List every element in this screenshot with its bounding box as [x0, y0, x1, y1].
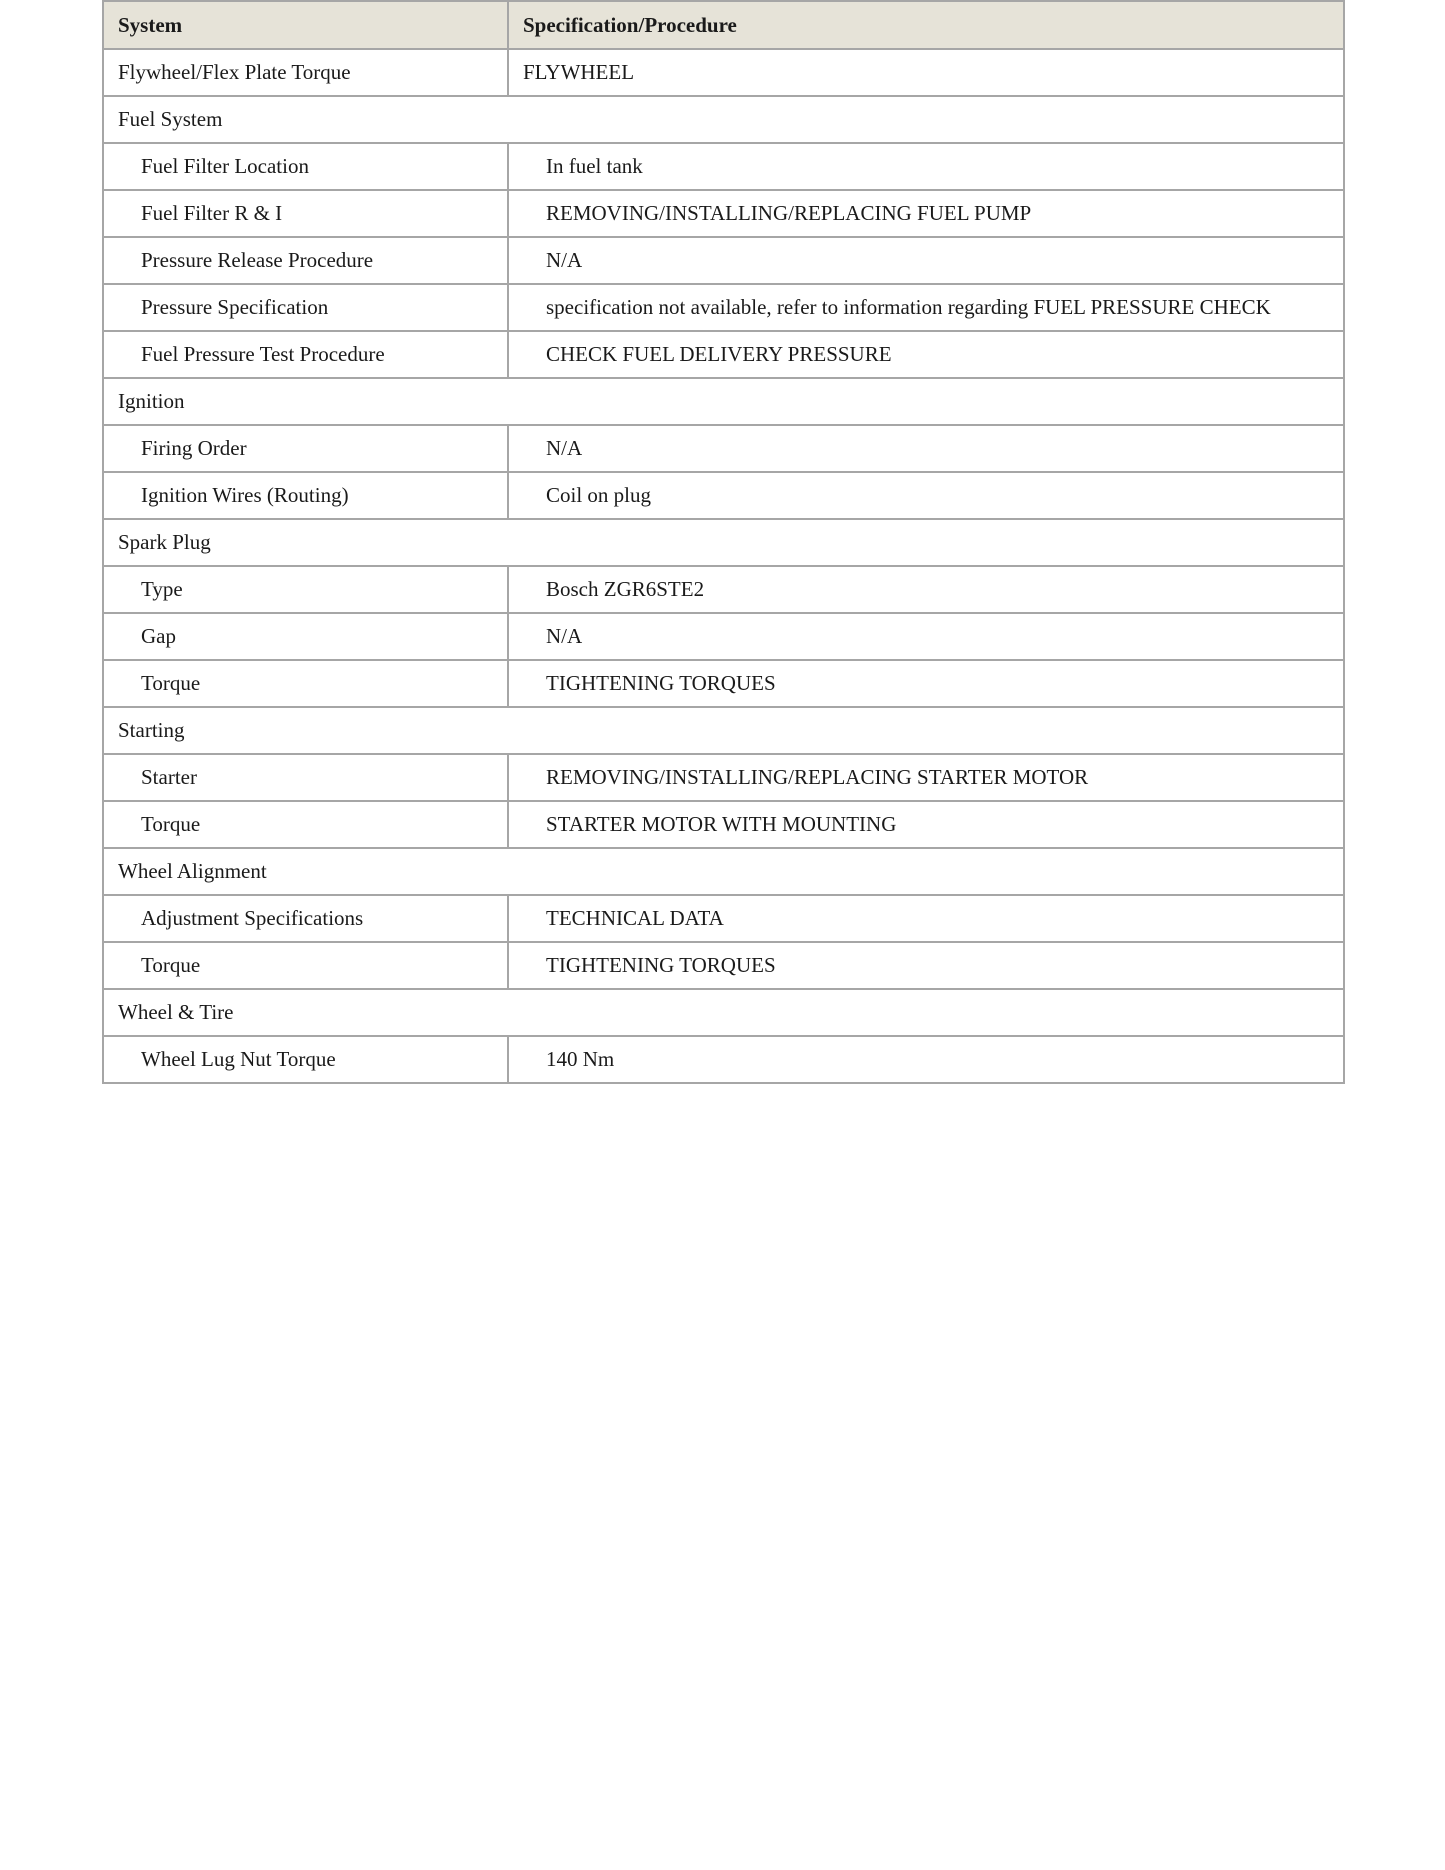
section-label: Wheel Alignment [103, 848, 1344, 895]
section-label: Ignition [103, 378, 1344, 425]
table-row [103, 49, 1344, 96]
table-row [103, 237, 1344, 284]
row-system-label: Pressure Release Procedure [103, 237, 508, 284]
header-spec: Specification/Procedure [508, 1, 1344, 49]
section-row [103, 378, 1344, 425]
section-row [103, 848, 1344, 895]
section-row [103, 96, 1344, 143]
row-spec-value: REMOVING/INSTALLING/REPLACING FUEL PUMP [508, 190, 1344, 237]
row-spec-value: CHECK FUEL DELIVERY PRESSURE [508, 331, 1344, 378]
section-row [103, 519, 1344, 566]
row-system-label: Type [103, 566, 508, 613]
row-spec-value: Bosch ZGR6STE2 [508, 566, 1344, 613]
section-label: Wheel & Tire [103, 989, 1344, 1036]
row-spec-value: 140 Nm [508, 1036, 1344, 1083]
row-spec-value: TIGHTENING TORQUES [508, 660, 1344, 707]
table-row [103, 754, 1344, 801]
table-row [103, 190, 1344, 237]
row-system-label: Torque [103, 660, 508, 707]
table-row [103, 1036, 1344, 1083]
section-label: Starting [103, 707, 1344, 754]
row-system-label: Adjustment Specifications [103, 895, 508, 942]
table-body [103, 49, 1344, 1083]
section-row [103, 989, 1344, 1036]
table-row [103, 331, 1344, 378]
row-system-label: Torque [103, 942, 508, 989]
row-system-label: Ignition Wires (Routing) [103, 472, 508, 519]
row-spec-value: N/A [508, 613, 1344, 660]
row-system-label: Starter [103, 754, 508, 801]
table-row [103, 143, 1344, 190]
row-system-label: Wheel Lug Nut Torque [103, 1036, 508, 1083]
row-system-label: Flywheel/Flex Plate Torque [103, 49, 508, 96]
row-spec-value: FLYWHEEL [508, 49, 1344, 96]
table-row [103, 425, 1344, 472]
row-system-label: Pressure Specification [103, 284, 508, 331]
row-system-label: Fuel Pressure Test Procedure [103, 331, 508, 378]
row-system-label: Fuel Filter R & I [103, 190, 508, 237]
row-system-label: Torque [103, 801, 508, 848]
row-system-label: Gap [103, 613, 508, 660]
row-system-label: Firing Order [103, 425, 508, 472]
table-row [103, 566, 1344, 613]
section-row [103, 707, 1344, 754]
section-label: Fuel System [103, 96, 1344, 143]
row-spec-value: In fuel tank [508, 143, 1344, 190]
table-header [103, 1, 1344, 49]
table-row [103, 660, 1344, 707]
row-spec-value: N/A [508, 425, 1344, 472]
table-row [103, 942, 1344, 989]
header-row [103, 1, 1344, 49]
row-spec-value: Coil on plug [508, 472, 1344, 519]
table-row [103, 472, 1344, 519]
table-row [103, 801, 1344, 848]
row-spec-value: REMOVING/INSTALLING/REPLACING STARTER MOTOR [508, 754, 1344, 801]
table-row [103, 895, 1344, 942]
row-spec-value: N/A [508, 237, 1344, 284]
table-row [103, 613, 1344, 660]
row-spec-value: TIGHTENING TORQUES [508, 942, 1344, 989]
row-spec-value: specification not available, refer to information regarding FUEL PRESSURE CHECK [508, 284, 1344, 331]
section-label: Spark Plug [103, 519, 1344, 566]
row-system-label: Fuel Filter Location [103, 143, 508, 190]
header-system: System [103, 1, 508, 49]
table-row [103, 284, 1344, 331]
row-spec-value: STARTER MOTOR WITH MOUNTING [508, 801, 1344, 848]
spec-table [102, 0, 1345, 1084]
row-spec-value: TECHNICAL DATA [508, 895, 1344, 942]
